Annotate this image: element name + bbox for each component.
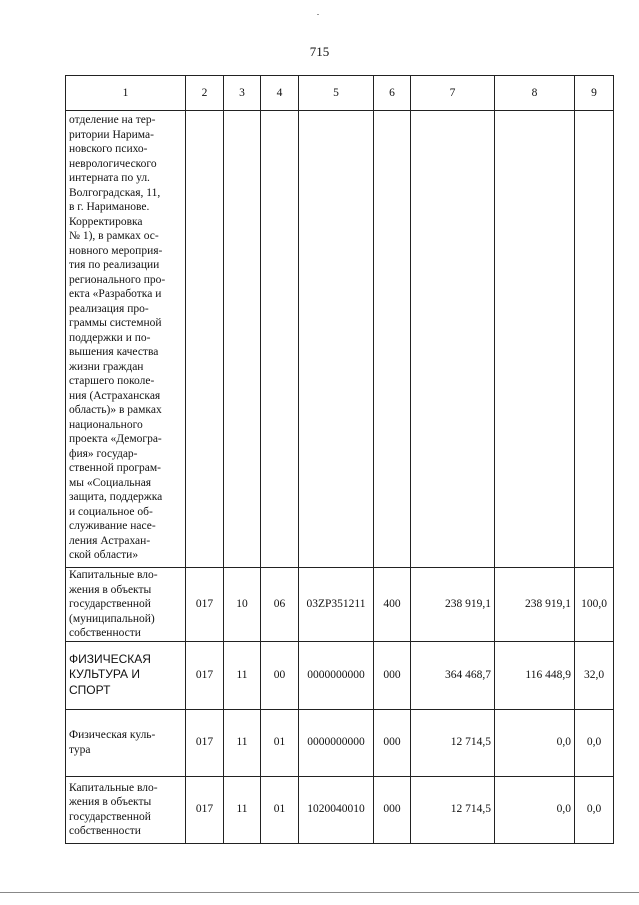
cell-executed: 0,0 — [495, 709, 575, 776]
row-name-cell — [66, 568, 186, 642]
empty-cell — [224, 111, 261, 568]
cell-section: 10 — [224, 568, 261, 642]
empty-cell — [575, 111, 614, 568]
cell-ministry: 017 — [186, 641, 224, 709]
cell-expense-type: 000 — [374, 709, 411, 776]
cell-target-article: 03ZP351211 — [299, 568, 374, 642]
empty-cell — [186, 111, 224, 568]
scan-speck — [317, 14, 319, 15]
table-row — [66, 568, 614, 642]
cell-executed: 238 919,1 — [495, 568, 575, 642]
cell-percent: 32,0 — [575, 641, 614, 709]
empty-cell — [261, 111, 299, 568]
cell-percent: 0,0 — [575, 709, 614, 776]
empty-cell — [411, 111, 495, 568]
row-name-cell — [66, 709, 186, 776]
column-header-4: 4 — [261, 76, 299, 111]
row-name-cell — [66, 776, 186, 843]
cell-ministry: 017 — [186, 776, 224, 843]
cell-planned: 364 468,7 — [411, 641, 495, 709]
cell-target-article: 0000000000 — [299, 641, 374, 709]
budget-table — [65, 75, 614, 844]
cell-ministry: 017 — [186, 709, 224, 776]
row-name-text: ФИЗИЧЕСКАЯ КУЛЬТУРА И СПОРТ — [69, 651, 151, 697]
table-row — [66, 709, 614, 776]
row-name-text: Капитальные вло- жения в объекты государственной (муниципальной) собственности — [69, 569, 158, 639]
cell-subsection: 01 — [261, 776, 299, 843]
column-header-9: 9 — [575, 76, 614, 111]
table-row — [66, 641, 614, 709]
cell-subsection: 00 — [261, 641, 299, 709]
column-header-5: 5 — [299, 76, 374, 111]
cell-percent: 0,0 — [575, 776, 614, 843]
table-row — [66, 776, 614, 843]
cell-ministry: 017 — [186, 568, 224, 642]
cell-executed: 0,0 — [495, 776, 575, 843]
cell-expense-type: 000 — [374, 776, 411, 843]
cell-planned: 12 714,5 — [411, 709, 495, 776]
column-header-3: 3 — [224, 76, 261, 111]
empty-cell — [495, 111, 575, 568]
cell-target-article: 0000000000 — [299, 709, 374, 776]
column-header-7: 7 — [411, 76, 495, 111]
empty-cell — [299, 111, 374, 568]
column-header-6: 6 — [374, 76, 411, 111]
cell-expense-type: 400 — [374, 568, 411, 642]
column-header-2: 2 — [186, 76, 224, 111]
cell-subsection: 01 — [261, 709, 299, 776]
cell-section: 11 — [224, 641, 261, 709]
row-name-text: Физическая куль- тура — [69, 729, 156, 756]
cell-expense-type: 000 — [374, 641, 411, 709]
cell-executed: 116 448,9 — [495, 641, 575, 709]
cell-planned: 238 919,1 — [411, 568, 495, 642]
cell-percent: 100,0 — [575, 568, 614, 642]
row-name-cell — [66, 111, 186, 568]
cell-target-article: 1020040010 — [299, 776, 374, 843]
table-row-continued — [66, 111, 614, 568]
page-bottom-edge — [0, 892, 639, 893]
header-row — [66, 76, 614, 111]
empty-cell — [374, 111, 411, 568]
cell-section: 11 — [224, 709, 261, 776]
column-header-1: 1 — [66, 76, 186, 111]
page-number: 715 — [309, 44, 330, 59]
column-header-8: 8 — [495, 76, 575, 111]
cell-planned: 12 714,5 — [411, 776, 495, 843]
cell-subsection: 06 — [261, 568, 299, 642]
cell-section: 11 — [224, 776, 261, 843]
row-name-text: отделение на тер- ритории Нарима- новского психо- неврологического интерната по ул. Волгоградская, 11, в г. Нариманове. Корректировка № 1), в рамках ос- новного мероприя- тия по реализации регионального про- екта «Разработка и реализация про- граммы системной поддержки и по- вышения качества жизни граждан старшего поколе- ния (Астраханская область)» в рамках национального проекта «Демогра- фия» государ- ственной програм- мы «Социальная защита, поддержка и социальное об- служивание насе- ления Астрахан- ской области» — [69, 114, 166, 561]
row-name-cell — [66, 641, 186, 709]
row-name-text: Капитальные вло- жения в объекты государственной собственности — [69, 781, 158, 837]
